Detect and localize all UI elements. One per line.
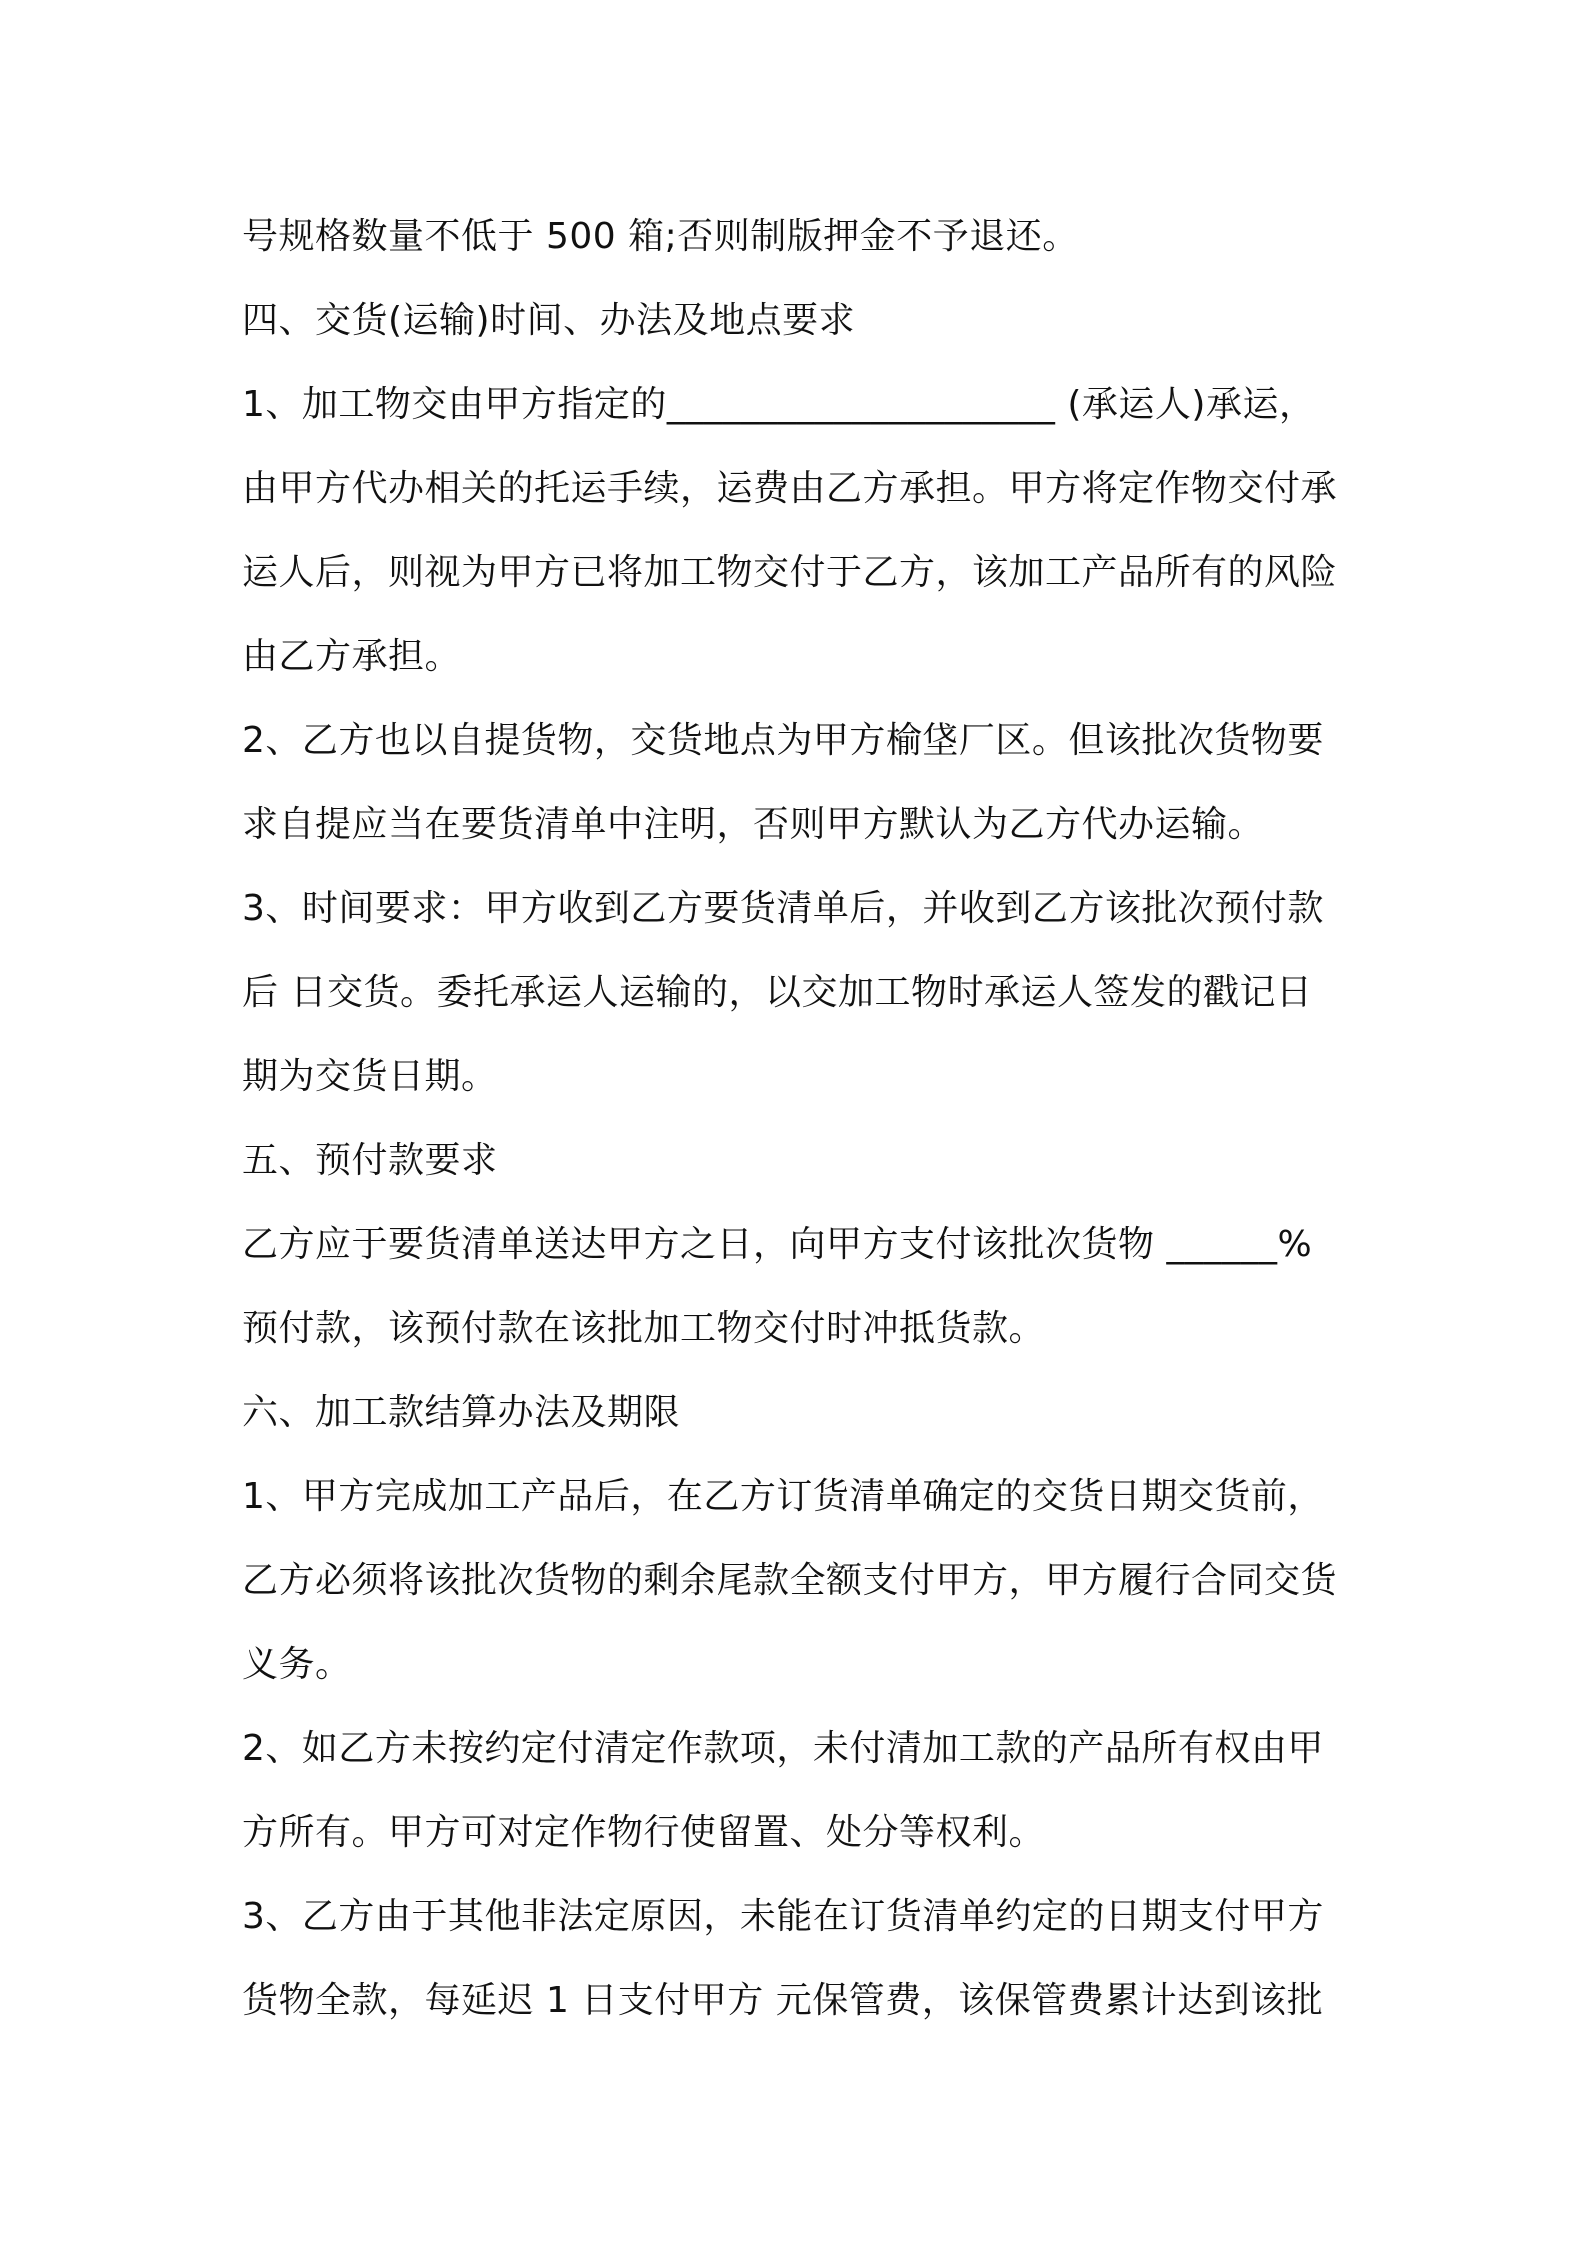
text-line: 乙方应于要货清单送达甲方之日，向甲方支付该批次货物 ______% xyxy=(242,1224,1313,1265)
text-line: 运人后，则视为甲方已将加工物交付于乙方，该加工产品所有的风险 xyxy=(242,552,1338,593)
text-line: 预付款，该预付款在该批加工物交付时冲抵货款。 xyxy=(242,1308,1046,1349)
text-line: 号规格数量不低于 500 箱;否则制版押金不予退还。 xyxy=(242,216,1079,257)
section-heading: 六、加工款结算办法及期限 xyxy=(242,1392,681,1433)
text-line: 乙方必须将该批次货物的剩余尾款全额支付甲方，甲方履行合同交货 xyxy=(242,1560,1338,1601)
text-line: 方所有。甲方可对定作物行使留置、处分等权利。 xyxy=(242,1812,1046,1853)
text-line: 货物全款，每延迟 1 日支付甲方 元保管费，该保管费累计达到该批 xyxy=(242,1980,1324,2021)
document-body xyxy=(242,195,1360,2043)
text-line: 求自提应当在要货清单中注明，否则甲方默认为乙方代办运输。 xyxy=(242,804,1265,845)
text-line: 后 日交货。委托承运人运输的，以交加工物时承运人签发的戳记日 xyxy=(242,972,1313,1013)
section-heading: 四、交货(运输)时间、办法及地点要求 xyxy=(242,300,856,341)
text-line: 由甲方代办相关的托运手续，运费由乙方承担。甲方将定作物交付承 xyxy=(242,468,1338,509)
text-line: 期为交货日期。 xyxy=(242,1056,498,1097)
text-line: 3、乙方由于其他非法定原因，未能在订货清单约定的日期支付甲方 xyxy=(242,1896,1324,1937)
section-heading: 五、预付款要求 xyxy=(242,1140,498,1181)
text-line: 3、时间要求：甲方收到乙方要货清单后，并收到乙方该批次预付款 xyxy=(242,888,1324,929)
text-line: 2、如乙方未按约定付清定作款项，未付清加工款的产品所有权由甲 xyxy=(242,1728,1324,1769)
text-line: 2、乙方也以自提货物，交货地点为甲方榆垡厂区。但该批次货物要 xyxy=(242,720,1324,761)
text-line: 义务。 xyxy=(242,1644,352,1685)
text-line: 1、甲方完成加工产品后，在乙方订货清单确定的交货日期交货前， xyxy=(242,1476,1324,1517)
text-line: 1、加工物交由甲方指定的_____________________ (承运人)承运， xyxy=(242,384,1316,425)
text-line: 由乙方承担。 xyxy=(242,636,462,677)
